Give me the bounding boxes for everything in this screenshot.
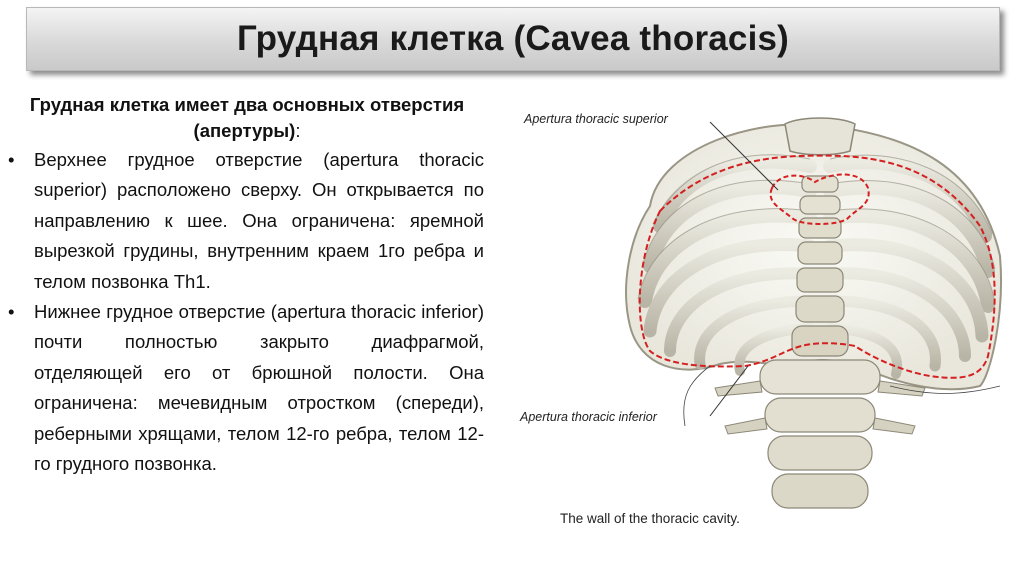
slide-title: Грудная клетка (Cavea thoracis) <box>236 19 790 58</box>
bullet-item-inferior <box>8 297 484 479</box>
bullet-marker: • <box>8 149 15 170</box>
rib-cage-illustration <box>510 96 1010 536</box>
bullet-item-superior <box>8 145 484 297</box>
bullet-list <box>8 145 484 479</box>
intro-colon: : <box>295 120 301 141</box>
label-apertura-superior: Apertura thoracic superior <box>524 112 668 126</box>
bullet-text-superior: Верхнее грудное отверстие (apertura thoracic superior) расположено сверху. Он открывается по направлению к шее. Она ограничена: яремной вырезкой грудины, внутренним краем 1го ребра и телом позвонка Th1. <box>34 149 484 292</box>
label-apertura-inferior: Apertura thoracic inferior <box>520 410 657 424</box>
intro-bold-text: Грудная клетка имеет два основных отверстия (апертуры) <box>29 94 465 141</box>
thorax-figure <box>510 96 1010 536</box>
figure-caption: The wall of the thoracic cavity. <box>560 511 740 526</box>
intro-text <box>8 92 486 144</box>
bullet-text-inferior: Нижнее грудное отверстие (apertura thoracic inferior) почти полностью закрыто диафрагмой, отделяющей его от брюшной полости. Она ограничена: мечевидным отростком (спереди), реберными хрящами, телом 12-го ребра, телом 12-го грудного позвонка. <box>34 301 484 475</box>
bullet-marker: • <box>8 301 15 323</box>
title-bar <box>26 7 1000 71</box>
